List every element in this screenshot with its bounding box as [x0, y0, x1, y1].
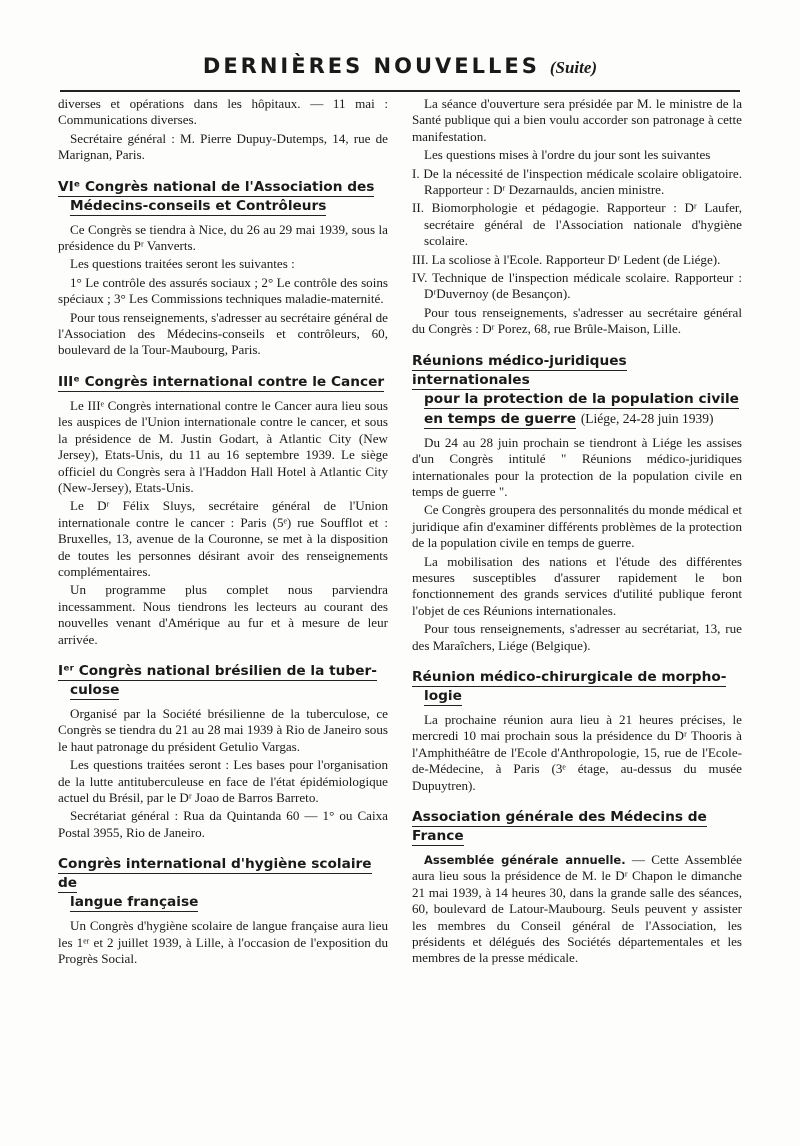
section-paragraph: Ce Congrès groupera des personnalités du monde médical et juridique afin d'examiner différents problèmes de la protection de la population civile en temps de guerre. [412, 502, 742, 551]
section-paragraph: Secrétariat général : Rua da Quintanda 60 — 1° ou Caixa Postal 3955, Rio de Janeiro. [58, 808, 388, 840]
section-title: IIIᵉ Congrès international contre le Cancer [58, 373, 385, 390]
section-title: Réunion médico-chirurgicale de morpho- logie [412, 668, 727, 704]
section-morphologie [412, 668, 742, 794]
section-medecins-conseils [58, 178, 388, 359]
right-column [412, 96, 742, 969]
section-hygiene-scolaire [58, 855, 388, 967]
section-paragraph: Pour tous renseignements, s'adresser au secrétaire général de l'Association des Médecins-conseils et contrôleurs, 60, boulevard de la Tour-Maubourg, Paris. [58, 309, 388, 358]
section-paragraph: Pour tous renseignements, s'adresser au secrétaire général du Congrès : Dʳ Porez, 68, rue Brûle-Maison, Lille. [412, 304, 742, 337]
section-medico-juridiques [412, 352, 742, 654]
intro-paragraph: diverses et opérations dans les hôpitaux. — 11 mai : Communications diverses. [58, 96, 388, 128]
section-title: Association générale des Médecins de France [412, 809, 707, 844]
list-item: III. La scoliose à l'Ecole. Rapporteur Dʳ Ledent (de Liége). [412, 251, 721, 267]
section-paragraph: 1° Le contrôle des assurés sociaux ; 2° Le contrôle des soins spéciaux ; 3° Les Commissions techniques maladie-maternité. [58, 274, 388, 307]
list-item: I. De la nécessité de l'inspection médicale scolaire obligatoire. Rapporteur : Dʳ Dezarnaulds, ancien ministre. [412, 165, 742, 198]
section-paragraph: Les questions mises à l'ordre du jour sont les suivantes [424, 147, 711, 163]
section-paragraph: Un Congrès d'hygiène scolaire de langue française aura lieu les 1ᵉʳ et 2 juillet 1939, à Lille, à l'occasion de l'exposition du Progrès Social. [58, 918, 388, 967]
section-paragraph: Du 24 au 28 juin prochain se tiendront à Liége les assises d'un Congrès intitulé " Réunions médico-juridiques internationales pour la protection de la population civile en temps de guerre ". [412, 434, 742, 499]
section-paragraph: Assemblée générale annuelle. — Cette Assemblée aura lieu sous la présidence de M. le Dʳ Chapon le dimanche 21 mai 1939, à 14 heures 30, dans la grande salle des séances, 60, boulevard de Latour-Maubourg. Seuls peuvent y assister les membres du Conseil général de l'Association, les présidents et délégués des Sociétés départementales et les membres de la presse médicale. [412, 852, 742, 966]
section-paragraph: Les questions traitées seront : Les bases pour l'organisation de la lutte antituberculeuse en face de l'état épidémiologique actuel du Brésil, par le Dʳ Joao de Barros Barreto. [58, 757, 388, 805]
section-paragraph: La mobilisation des nations et l'étude des différentes mesures susceptibles d'assurer rapidement le bon fonctionnement des grands services d'utilité publique feront l'objet de ces Réunions internationales. [412, 553, 742, 618]
section-paragraph: Organisé par la Société brésilienne de la tuberculose, ce Congrès se tiendra du 21 au 28 mai 1939 à Rio de Janeiro sous le haut patronage du président Getulio Vargas. [58, 705, 388, 754]
list-item: IV. Technique de l'inspection médicale scolaire. Rapporteur : DʳDuvernoy (de Besançon). [412, 270, 742, 302]
section-tuberculose [58, 662, 388, 841]
section-paragraph: Le IIIᵉ Congrès international contre le Cancer aura lieu sous les auspices de l'Union internationale contre le cancer, et sous la présidence de M. Justin Godart, à Atlantic City (New Jersey), Etats-Unis, du 11 au 16 septembre 1939. Le siège officiel du Congrès sera à l'Haddon Hall Hotel à Atlantic City (New-Jersey), Etats-Unis. [58, 397, 388, 495]
section-paragraph: La séance d'ouverture sera présidée par M. le ministre de la Santé publique qui a bien voulu accorder son patronage à cette manifestation. [412, 96, 742, 144]
section-paragraph: Pour tous renseignements, s'adresser au secrétariat, 13, rue des Maraîchers, Liége (Belgique). [412, 621, 742, 653]
section-title: Réunions médico-juridiques internationales pour la protection de la population civile en temps de guerre (Liége, 24-28 juin 1939) [412, 352, 739, 427]
page-header [60, 54, 740, 92]
left-column [58, 96, 388, 969]
list-item: II. Biomorphologie et pédagogie. Rapporteur : Dʳ Laufer, secrétaire général de l'Association nationale d'hygiène scolaire. [412, 200, 742, 249]
section-title: Congrès international d'hygiène scolaire de langue française [58, 856, 372, 911]
header-title: DERNIÈRES NOUVELLES [202, 54, 540, 78]
section-association-medecins [412, 808, 742, 967]
intro-paragraph: Secrétaire général : M. Pierre Dupuy-Dutemps, 14, rue de Marignan, Paris. [58, 130, 388, 163]
section-paragraph: Un programme plus complet nous parviendra incessamment. Nous tiendrons les lecteurs au courant des nouvelles venant d'Amérique au fur et à mesure de leur arrivée. [58, 582, 388, 647]
section-title: VIᵉ Congrès national de l'Association des Médecins-conseils et Contrôleurs [58, 178, 375, 214]
section-paragraph: Le Dʳ Félix Sluys, secrétaire général de l'Union internationale contre le cancer : Paris (5ᵉ) rue Soufflot et : Bruxelles, 13, avenue de la Couronne, se met à la disposition de toutes les personnes désirant avoir des renseignements complémentaires. [58, 498, 388, 579]
paragraph-label: Assemblée générale annuelle. [424, 853, 626, 867]
section-paragraph: La prochaine réunion aura lieu à 21 heures précises, le mercredi 10 mai prochain sous la présidence du Dʳ Thooris à l'Amphithéâtre de l'Ecole d'Anthropologie, 15, rue de l'Ecole-de-Médecine, à Paris (3ᵉ étage, au-dessus du musée Dupuytren). [412, 711, 742, 793]
section-paragraph: Ce Congrès se tiendra à Nice, du 26 au 29 mai 1939, sous la présidence du Pʳ Vanverts. [58, 221, 388, 254]
section-title: Iᵉʳ Congrès national brésilien de la tuber- culose [58, 662, 377, 698]
section-title-note: (Liége, 24-28 juin 1939) [580, 410, 714, 426]
section-paragraph: Les questions traitées seront les suivantes : [70, 256, 295, 272]
section-cancer [58, 373, 388, 648]
header-suite: (Suite) [549, 58, 598, 77]
